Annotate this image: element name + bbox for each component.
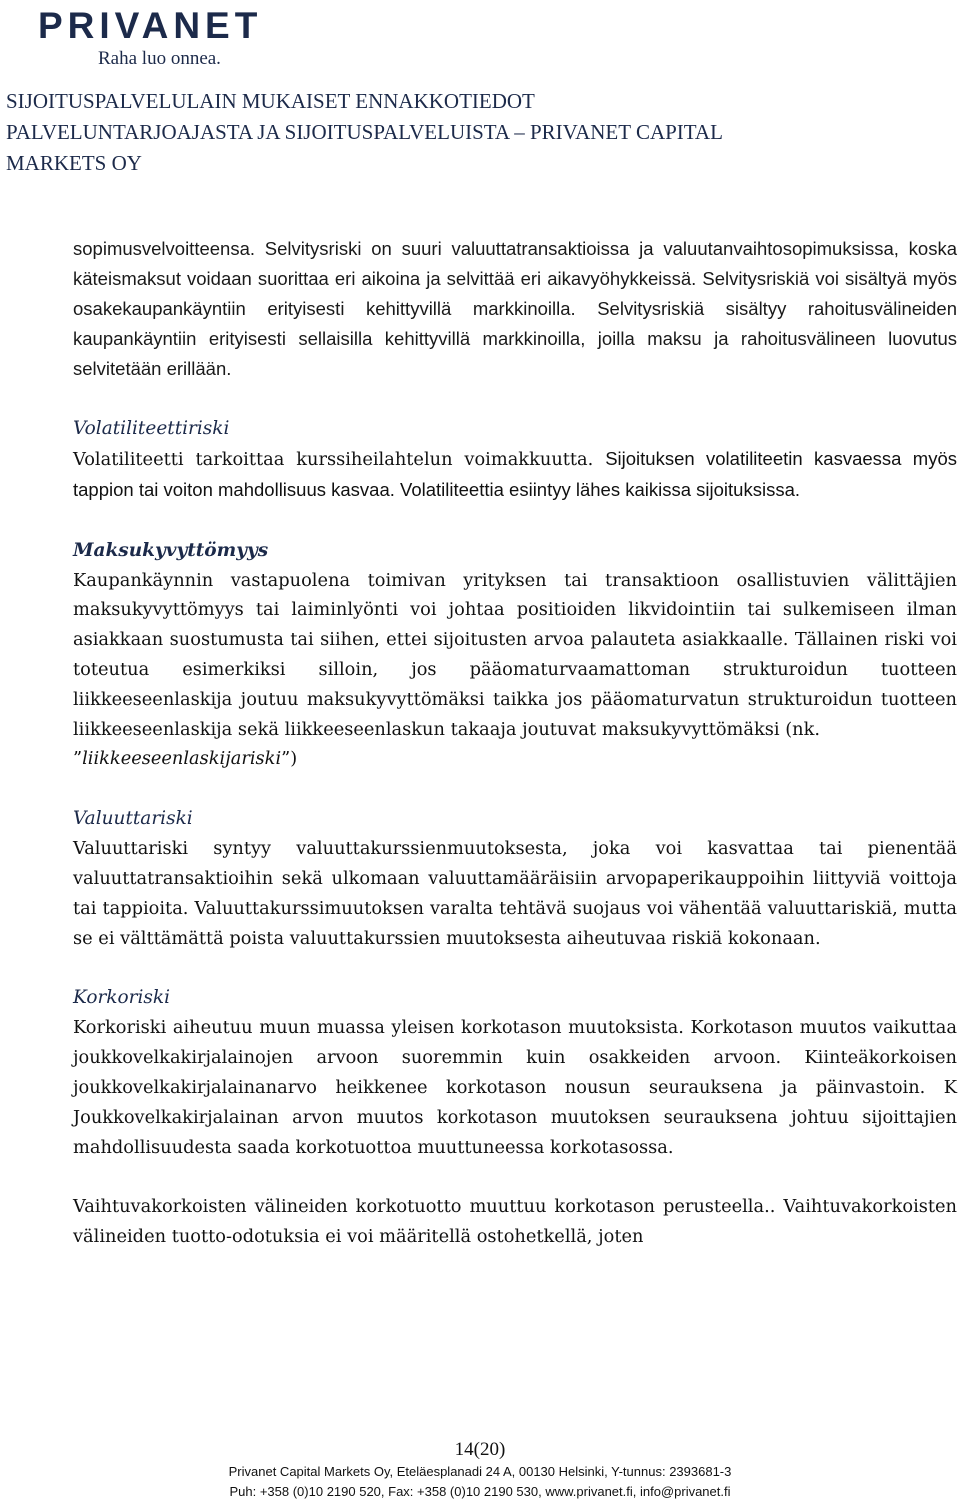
logo-tagline: Raha luo onnea.: [98, 48, 221, 69]
insolvency-text: Kaupankäynnin vastapuolena toimivan yrityksen tai transaktioon osallistuvien välittäjien maksukyvyttömyys tai laiminlyönti voi johtaa positioiden likvidointiin tai sulkemiseen ilman asiakkaan suostumusta tai siihen, ettei sijoitusten arvoa palauteta asiakkaalle. Tällainen riski voi toteutua esimerkiksi silloin, jos pääomaturvaamattoman strukturoidun tuotteen liikkeeseenlaskija joutuu maksukyvyttömäksi taikka jos pääomaturvatun strukturoidun tuotteen liikkeeseenlaskija sekä liikkeeseenlaskun takaaja joutuvat maksukyvyttömäksi (nk.: [73, 569, 957, 740]
footer-contact: Puh: +358 (0)10 2190 520, Fax: +358 (0)10 2190 530, www.privanet.fi, info@privanet.fi: [229, 1484, 731, 1499]
logo: [38, 6, 308, 70]
volatility-paragraph: [73, 444, 957, 506]
quote-close: ”): [281, 748, 298, 770]
interest-paragraph-2: Vaihtuvakorkoisten välineiden korkotuotto muuttuu korkotason perusteella.. Vaihtuvakorkoisten välineiden tuotto-odotuksia ei voi määritellä ostohetkellä, joten: [73, 1196, 957, 1248]
section-heading-volatility: Volatiliteettiriski: [73, 418, 230, 439]
section-heading-currency: Valuuttariski: [73, 808, 193, 830]
document-title-line: SIJOITUSPALVELULAIN MUKAISET ENNAKKOTIEDOT: [6, 89, 535, 113]
document-title-line: MARKETS OY: [6, 151, 142, 175]
footer-address: Privanet Capital Markets Oy, Eteläesplanadi 24 A, 00130 Helsinki, Y-tunnus: 2393681-3: [228, 1464, 732, 1479]
document-title-line: PALVELUNTARJOAJASTA JA SIJOITUSPALVELUISTA – PRIVANET CAPITAL: [6, 120, 723, 144]
quote-open: ”: [73, 748, 83, 770]
logo-wordmark: PRIVANET: [38, 5, 263, 46]
section-heading-insolvency: Maksukyvyttömyys: [73, 539, 269, 561]
currency-paragraph: Valuuttariski syntyy valuuttakurssienmuutoksesta, joka voi kasvattaa tai pienentää valuuttatransaktioihin sekä ulkomaan valuuttamääräisiin arvopaperikauppoihin liittyviä voittoja tai tappioita. Valuuttakurssimuutoksen varalta tehtävä suojaus voi vähentää valuuttariskiä, mutta se ei välttämättä poista valuuttakurssien muutoksesta aiheutuvaa riskiä kokonaan.: [73, 838, 957, 949]
volatility-text-b: Sijoituksen volatiliteetin kasvaessa myös tappion tai voiton mahdollisuus kasvaa. Volatiliteettia esiintyy lähes kaikissa sijoituksissa.: [73, 448, 957, 500]
interest-paragraph: Korkoriski aiheutuu muun muassa yleisen korkotason muutoksista. Korkotason muutos vaikuttaa joukkovelkakirjalainojen arvoon suoremmin kuin osakkeiden arvoon. Kiinteäkorkoisen joukkovelkakirjalainanarvo heikkenee korkotason nousun seurauksena ja päinvastoin. K Joukkovelkakirjalainan arvon muutos korkotason muutoksen seurauksena johtuu sijoittajien mahdollisuudesta saada korkotuottoa muuttuneessa korkotasossa.: [73, 1017, 957, 1158]
document-body: [73, 234, 957, 1252]
intro-paragraph: sopimusvelvoitteensa. Selvitysriski on suuri valuuttatransaktioissa ja valuutanvaihtosopimuksissa, koska käteismaksut voidaan suorittaa eri aikoina ja selvittää eri aikavyöhykkeissä. Selvitysriskiä voi sisältyä myös osakekaupankäyntiin erityisesti kehittyvillä markkinoilla. Selvitysriskiä sisältyy rahoitusvälineiden kaupankäyntiin erityisesti sellaisilla kehittyvillä markkinoilla, joilla maksu ja rahoitusvälineen luovutus selvitetään erillään.: [73, 238, 957, 379]
document-title: [6, 86, 906, 179]
insolvency-term: liikkeeseenlaskijariski: [82, 748, 282, 770]
volatility-text-a: Volatiliteetti tarkoittaa kurssiheilahtelun voimakkuutta.: [73, 449, 594, 470]
page-footer: [0, 1438, 960, 1502]
page-number: 14(20): [454, 1439, 506, 1460]
section-heading-interest: Korkoriski: [73, 987, 171, 1009]
insolvency-paragraph: [73, 566, 957, 775]
